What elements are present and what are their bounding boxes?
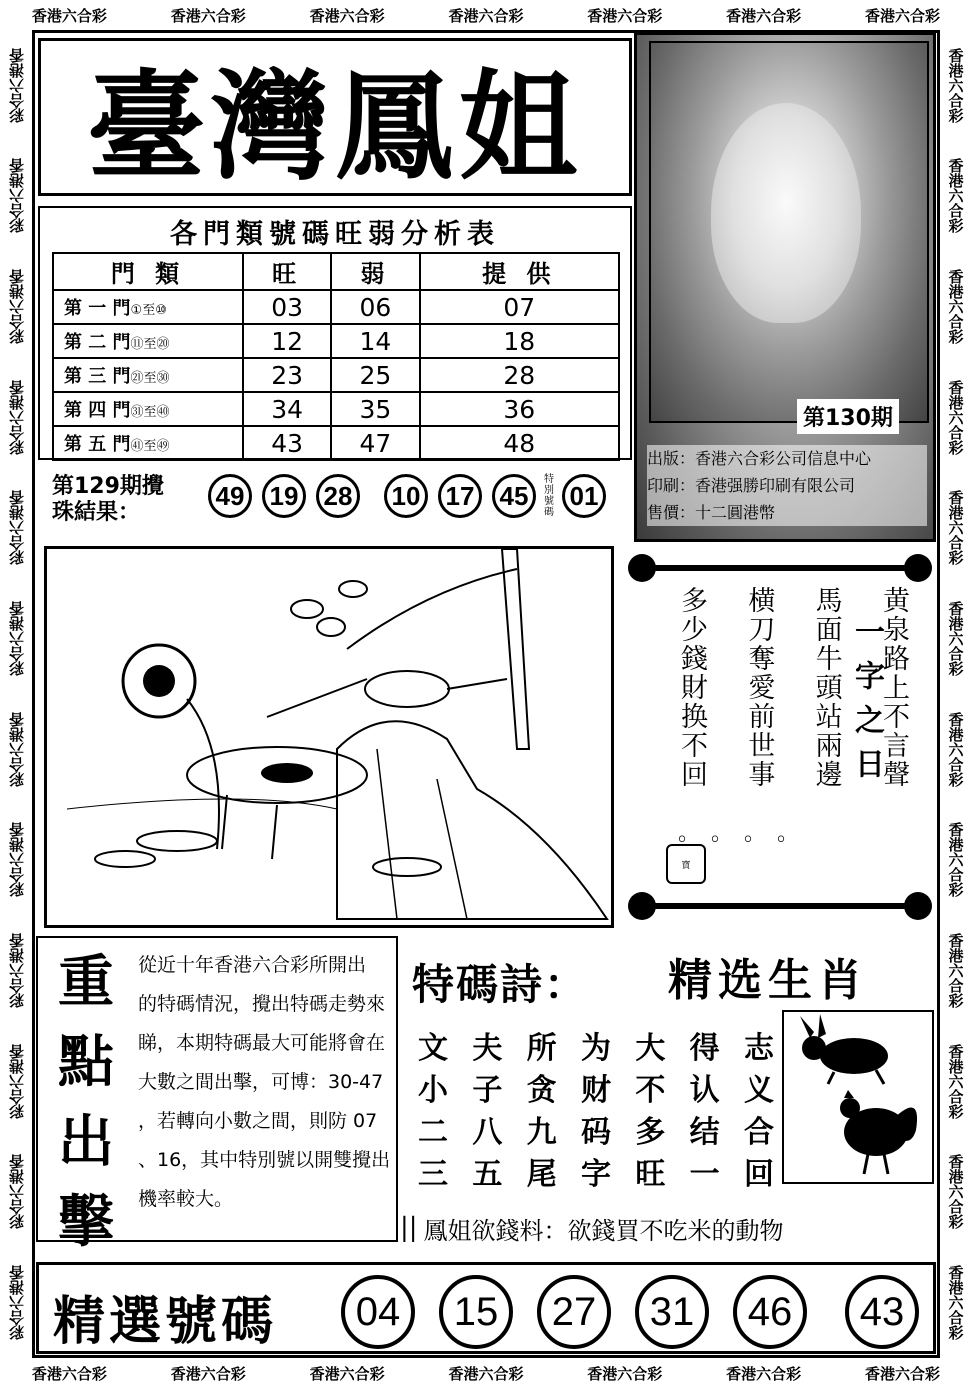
result-ball: 28 bbox=[316, 474, 360, 518]
door-cell bbox=[53, 358, 243, 392]
border-text: 香港六合彩 bbox=[726, 6, 802, 25]
rooster-icon bbox=[840, 1090, 917, 1174]
door-label: 第 一 門 bbox=[64, 298, 131, 319]
poem-char: 一 bbox=[689, 1157, 720, 1192]
analysis-heading: 各門類號碼旺弱分析表 bbox=[170, 219, 500, 250]
border-text: 香港六合彩 bbox=[309, 6, 385, 25]
analysis-table-box bbox=[38, 206, 632, 460]
poem-dots: 。。。。 bbox=[678, 821, 822, 846]
border-strip-top bbox=[0, 0, 972, 30]
special-number-label: 特別號碼 bbox=[544, 474, 554, 518]
border-text: 彩合六港香 bbox=[7, 822, 26, 898]
door-label: 第 三 門 bbox=[64, 366, 131, 387]
portrait-image bbox=[649, 41, 929, 423]
border-text: 彩合六港香 bbox=[7, 601, 26, 677]
result-ball: 19 bbox=[262, 474, 306, 518]
border-text: 香港六合彩 bbox=[946, 1043, 965, 1119]
column-header: 弱 bbox=[331, 253, 419, 290]
title-char: 重 bbox=[58, 949, 114, 1015]
table-header-row bbox=[53, 253, 619, 290]
poem-column: 横刀奪愛前世事 bbox=[743, 586, 775, 789]
results-label-line: 珠結果： bbox=[52, 500, 141, 525]
poem-char: 为 bbox=[580, 1031, 611, 1066]
text-line: 、16，其中特別號以開雙攪出 bbox=[138, 1149, 391, 1171]
weak-cell: 25 bbox=[331, 358, 419, 392]
border-text: 香港六合彩 bbox=[946, 490, 965, 566]
selected-numbers-label: 精選號碼 bbox=[53, 1291, 278, 1352]
weak-cell: 47 bbox=[331, 426, 419, 460]
door-label: 第 二 門 bbox=[64, 332, 131, 353]
special-ball: 01 bbox=[562, 474, 606, 518]
poem-column: 多少錢財换不回 bbox=[676, 586, 707, 789]
text-line: 睇，本期特碼最大可能將會在 bbox=[138, 1032, 386, 1054]
offer-cell: 07 bbox=[420, 290, 619, 324]
title-char: 出 bbox=[58, 1109, 114, 1175]
special-poem-grid bbox=[412, 1024, 780, 1192]
poem-char: 不 bbox=[635, 1073, 666, 1108]
poem-char: 大 bbox=[635, 1031, 666, 1066]
poem-char: 小 bbox=[418, 1073, 448, 1108]
poem-row bbox=[412, 1024, 780, 1066]
text-line: 機率較大。 bbox=[138, 1188, 234, 1210]
rabbit-rooster-drawing bbox=[784, 1012, 932, 1182]
border-text: 彩合六港香 bbox=[7, 1154, 26, 1230]
door-cell bbox=[53, 324, 243, 358]
result-ball: 45 bbox=[492, 474, 536, 518]
poem-char: 财 bbox=[580, 1073, 611, 1108]
money-hint bbox=[400, 1208, 936, 1248]
table-row bbox=[53, 392, 619, 426]
selected-number: 27 bbox=[537, 1275, 611, 1349]
door-label: 第 五 門 bbox=[64, 434, 131, 455]
door-range: ㉛至㊵ bbox=[130, 405, 170, 420]
text-line: 的特碼情況，攪出特碼走勢來 bbox=[138, 993, 386, 1015]
border-text: 香港六合彩 bbox=[170, 1364, 246, 1383]
door-range: ⑪至⑳ bbox=[130, 337, 170, 352]
poem-char: 合 bbox=[743, 1115, 774, 1150]
border-text: 香港六合彩 bbox=[946, 822, 965, 898]
poem-char: 所 bbox=[526, 1031, 557, 1066]
publisher-line: 出版：香港六合彩公司信息中心 bbox=[647, 445, 927, 472]
border-text: 香港六合彩 bbox=[946, 1265, 965, 1341]
poem-char: 志 bbox=[743, 1031, 774, 1066]
poem-char: 贪 bbox=[526, 1073, 557, 1108]
results-label bbox=[52, 474, 164, 526]
door-cell bbox=[53, 392, 243, 426]
border-text: 彩合六港香 bbox=[7, 1043, 26, 1119]
border-text: 香港六合彩 bbox=[946, 711, 965, 787]
scroll-cap bbox=[904, 554, 932, 582]
poem-row bbox=[412, 1150, 780, 1192]
bird-lotus-illustration bbox=[44, 546, 614, 928]
poem-column: 馬面牛頭站兩邊 bbox=[810, 586, 842, 789]
special-poem-title: 特碼詩： bbox=[412, 960, 589, 1009]
door-range: ①至⑩ bbox=[130, 303, 167, 318]
poem-char: 夫 bbox=[472, 1031, 503, 1066]
poem-char: 五 bbox=[472, 1157, 503, 1192]
border-strip-right bbox=[940, 30, 972, 1358]
price-line: 售價：十二圓港幣 bbox=[647, 499, 927, 526]
title-char: 擊 bbox=[58, 1189, 114, 1255]
title-char: 點 bbox=[58, 1029, 114, 1095]
selected-number: 15 bbox=[439, 1275, 513, 1349]
poem-char: 认 bbox=[689, 1073, 720, 1108]
border-text: 香港六合彩 bbox=[448, 1364, 524, 1383]
border-text: 香港六合彩 bbox=[946, 158, 965, 234]
border-text: 香港六合彩 bbox=[448, 6, 524, 25]
selected-numbers-box bbox=[36, 1262, 936, 1354]
poem-row bbox=[412, 1066, 780, 1108]
strong-cell: 34 bbox=[243, 392, 331, 426]
key-strike-box bbox=[36, 936, 398, 1255]
strong-cell: 43 bbox=[243, 426, 331, 460]
text-line: ，若轉向小數之間，則防 07 bbox=[138, 1110, 378, 1132]
border-text: 香港六合彩 bbox=[726, 1364, 802, 1383]
door-range: ㊶至㊾ bbox=[130, 439, 170, 454]
column-header: 提 供 bbox=[420, 253, 619, 290]
poem-hint-word: 一字之日 bbox=[849, 616, 884, 792]
door-cell bbox=[53, 290, 243, 324]
results-label-line: 第129期攪 bbox=[52, 474, 164, 499]
printer-line: 印刷：香港强勝印刷有限公司 bbox=[647, 472, 927, 499]
column-header: 門 類 bbox=[53, 253, 243, 290]
border-strip-left bbox=[0, 30, 32, 1358]
poem-char: 义 bbox=[743, 1073, 774, 1108]
border-text: 香港六合彩 bbox=[946, 47, 965, 123]
border-text: 彩合六港香 bbox=[7, 933, 26, 1009]
border-text: 香港六合彩 bbox=[864, 1364, 940, 1383]
border-text: 香港六合彩 bbox=[587, 6, 663, 25]
border-text: 香港六合彩 bbox=[946, 1154, 965, 1230]
selected-number: 43 bbox=[845, 1275, 919, 1349]
scroll-cap bbox=[904, 892, 932, 920]
money-hint-bars: || bbox=[400, 1213, 418, 1243]
table-row bbox=[53, 426, 619, 460]
weak-cell: 14 bbox=[331, 324, 419, 358]
result-ball: 49 bbox=[208, 474, 252, 518]
money-hint-text: 鳳姐欲錢料：欲錢買不吃米的動物 bbox=[423, 1216, 784, 1245]
result-ball: 10 bbox=[384, 474, 428, 518]
border-text: 香港六合彩 bbox=[946, 269, 965, 345]
zodiac-pick-title: 精选生肖 bbox=[668, 955, 868, 1006]
poem-column: 黄泉路上不言聲 bbox=[877, 586, 909, 789]
poem-char: 二 bbox=[418, 1115, 448, 1150]
issue-number: 第130期 bbox=[797, 399, 899, 434]
offer-cell: 28 bbox=[420, 358, 619, 392]
weak-cell: 35 bbox=[331, 392, 419, 426]
border-text: 香港六合彩 bbox=[946, 601, 965, 677]
kingfisher-drawing bbox=[47, 549, 611, 925]
poem-char: 子 bbox=[472, 1073, 503, 1108]
poem-char: 结 bbox=[689, 1115, 720, 1150]
poem-char: 九 bbox=[526, 1115, 557, 1150]
portrait-face bbox=[711, 103, 861, 323]
table-row bbox=[53, 358, 619, 392]
strong-cell: 23 bbox=[243, 358, 331, 392]
poem-char: 码 bbox=[580, 1115, 611, 1150]
selected-number: 46 bbox=[733, 1275, 807, 1349]
analysis-table bbox=[52, 252, 620, 461]
selected-number: 31 bbox=[635, 1275, 709, 1349]
selected-number: 04 bbox=[341, 1275, 415, 1349]
border-text: 香港六合彩 bbox=[864, 6, 940, 25]
page-title: 臺灣鳳姐 bbox=[86, 57, 583, 196]
poem-char: 得 bbox=[689, 1031, 720, 1066]
text-line: 從近十年香港六合彩所開出 bbox=[138, 954, 367, 976]
border-text: 香港六合彩 bbox=[170, 6, 246, 25]
scroll-bar bbox=[638, 903, 922, 909]
poem-panel bbox=[622, 554, 934, 920]
door-range: ㉑至㉚ bbox=[130, 371, 170, 386]
publisher-logo: 寶 bbox=[666, 844, 706, 884]
poem-row bbox=[412, 1108, 780, 1150]
title-box bbox=[38, 38, 632, 196]
poem-char: 旺 bbox=[635, 1157, 666, 1192]
publisher-info bbox=[647, 445, 927, 526]
key-strike-title bbox=[50, 938, 122, 1255]
strong-cell: 03 bbox=[243, 290, 331, 324]
border-text: 彩合六港香 bbox=[7, 490, 26, 566]
weak-cell: 06 bbox=[331, 290, 419, 324]
key-strike-text bbox=[138, 946, 394, 1219]
poem-char: 文 bbox=[418, 1031, 448, 1066]
border-text: 香港六合彩 bbox=[587, 1364, 663, 1383]
text-line: 大數之間出擊，可博：30-47 bbox=[138, 1071, 384, 1093]
door-cell bbox=[53, 426, 243, 460]
border-text: 香港六合彩 bbox=[946, 379, 965, 455]
poem-char: 三 bbox=[418, 1157, 448, 1192]
border-text: 香港六合彩 bbox=[309, 1364, 385, 1383]
border-text: 彩合六港香 bbox=[7, 711, 26, 787]
column-header: 旺 bbox=[243, 253, 331, 290]
border-text: 彩合六港香 bbox=[7, 379, 26, 455]
border-text: 彩合六港香 bbox=[7, 269, 26, 345]
table-row bbox=[53, 290, 619, 324]
border-text: 彩合六港香 bbox=[7, 47, 26, 123]
zodiac-animals-image bbox=[782, 1010, 934, 1184]
rabbit-icon bbox=[800, 1014, 888, 1084]
strong-cell: 12 bbox=[243, 324, 331, 358]
border-text: 彩合六港香 bbox=[7, 158, 26, 234]
offer-cell: 48 bbox=[420, 426, 619, 460]
offer-cell: 36 bbox=[420, 392, 619, 426]
border-text: 香港六合彩 bbox=[946, 933, 965, 1009]
poem-char: 尾 bbox=[526, 1157, 557, 1192]
table-row bbox=[53, 324, 619, 358]
offer-cell: 18 bbox=[420, 324, 619, 358]
scroll-bar bbox=[638, 565, 922, 571]
cover-photo bbox=[634, 32, 936, 542]
door-label: 第 四 門 bbox=[64, 400, 131, 421]
border-text: 彩合六港香 bbox=[7, 1265, 26, 1341]
result-ball: 17 bbox=[438, 474, 482, 518]
poem-char: 多 bbox=[635, 1115, 666, 1150]
border-text: 香港六合彩 bbox=[31, 1364, 107, 1383]
border-text: 香港六合彩 bbox=[31, 6, 107, 25]
border-strip-bottom bbox=[0, 1358, 972, 1388]
poem-char: 字 bbox=[580, 1157, 611, 1192]
poem-char: 八 bbox=[472, 1115, 503, 1150]
poem-char: 回 bbox=[743, 1157, 774, 1192]
